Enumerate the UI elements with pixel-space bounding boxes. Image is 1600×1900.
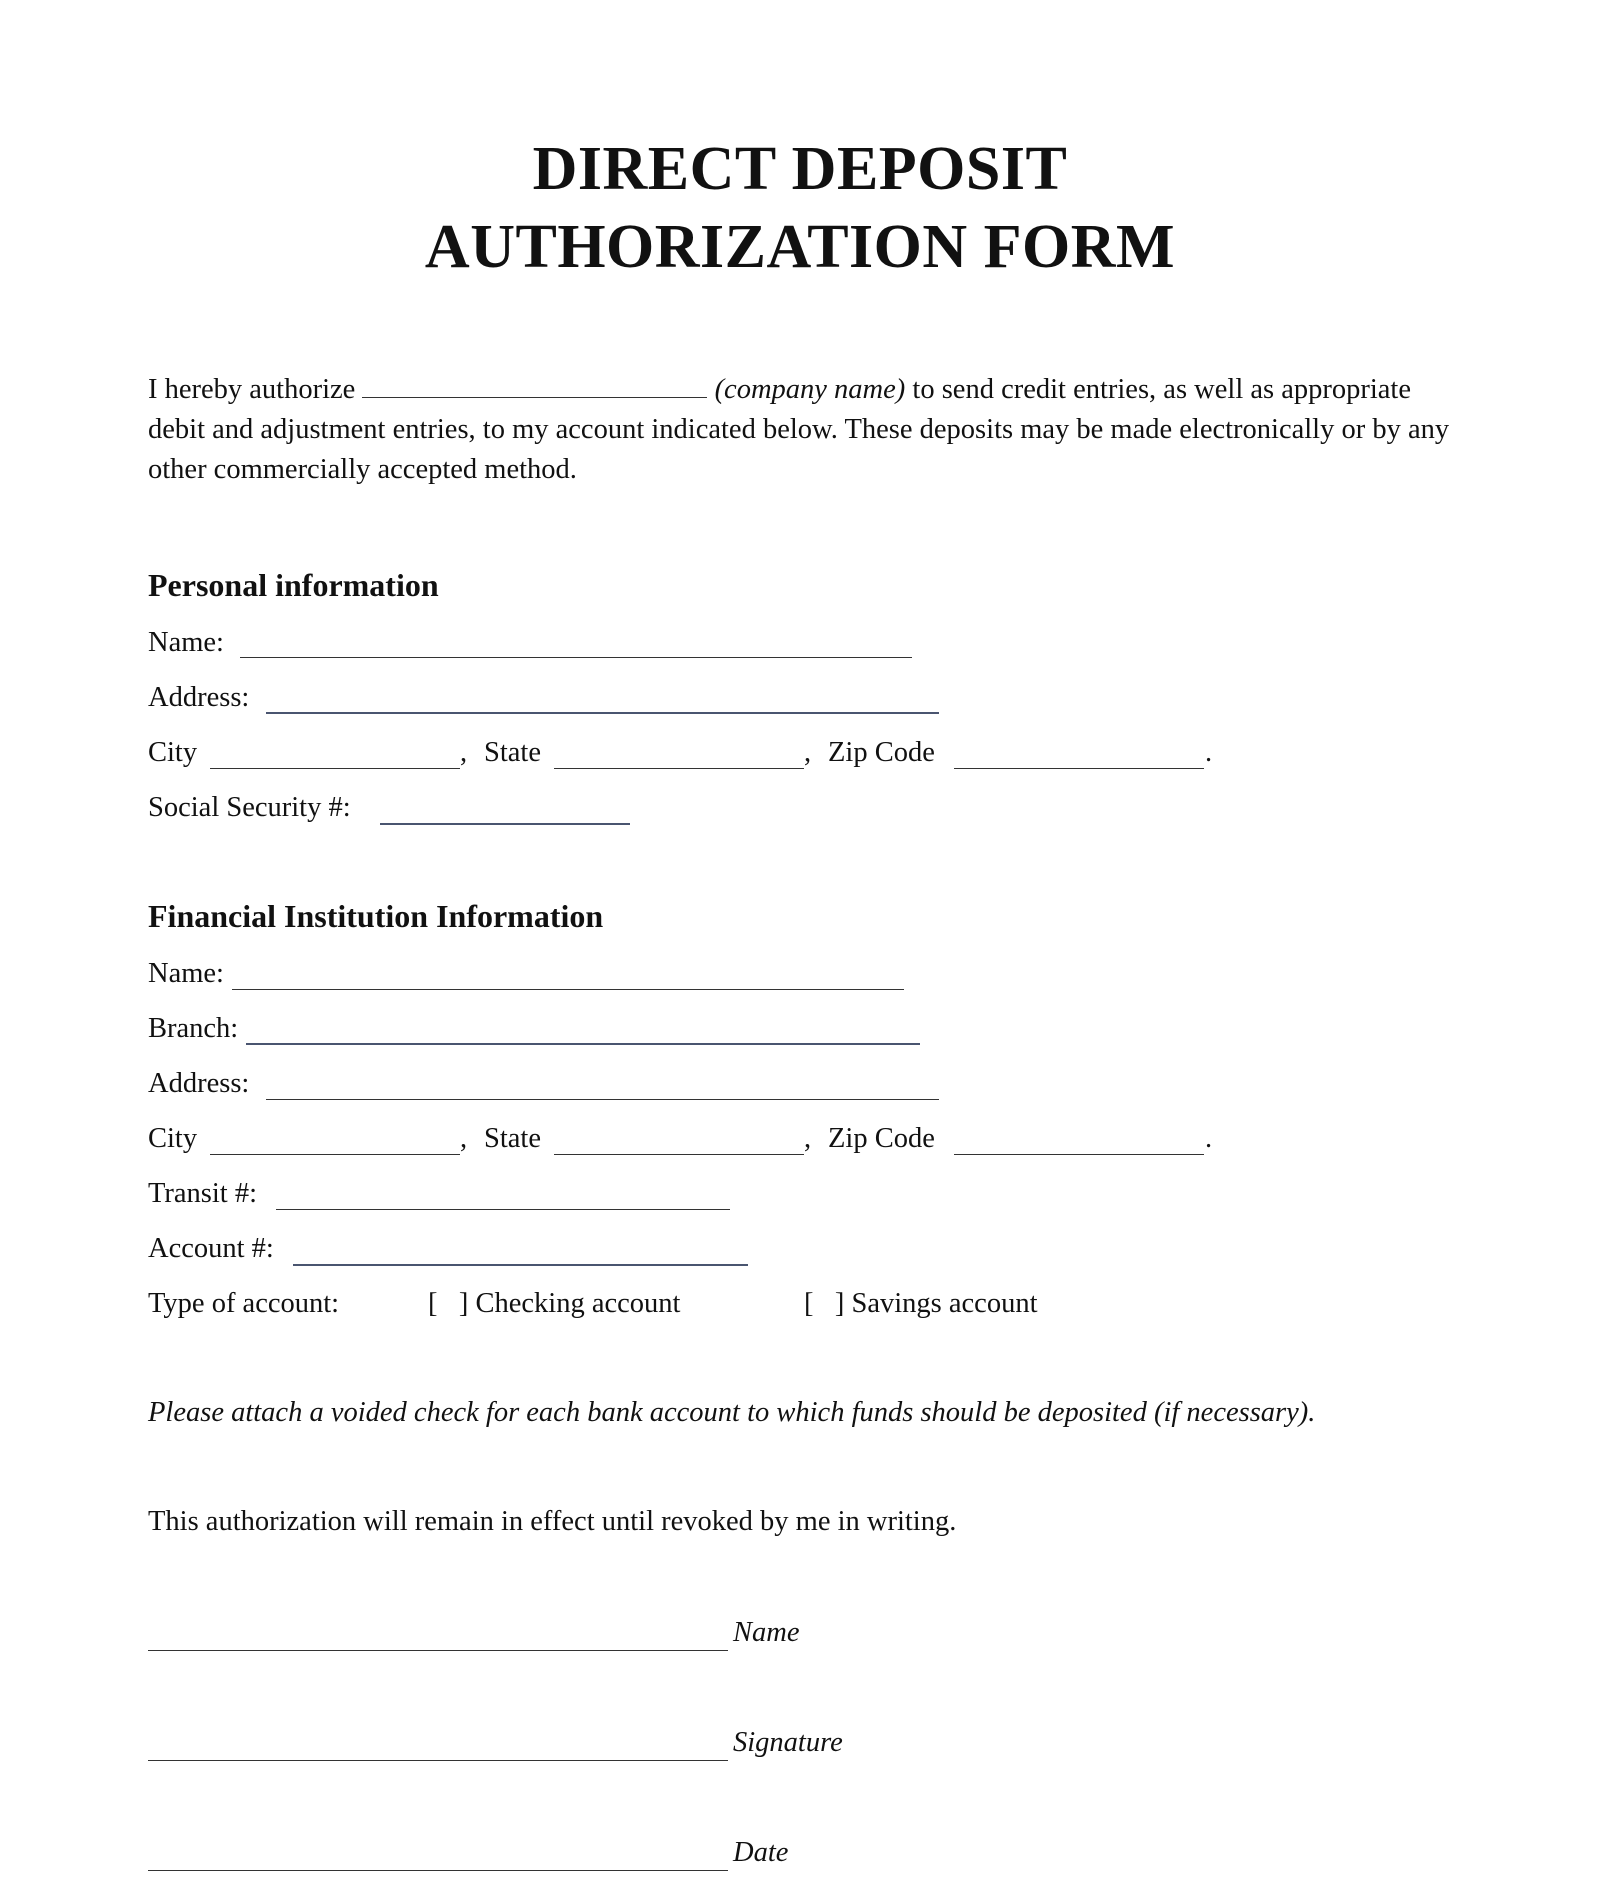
bank-account-label: Account #: xyxy=(148,1233,274,1264)
bank-state-field[interactable] xyxy=(554,1154,804,1155)
signature-field[interactable] xyxy=(148,1760,728,1761)
company-name-hint: (company name) xyxy=(714,374,906,405)
personal-address-field[interactable] xyxy=(266,712,939,714)
bank-transit-field[interactable] xyxy=(276,1209,730,1210)
validity-note: This authorization will remain in effect until revoked by me in writing. xyxy=(148,1506,957,1537)
bank-period: . xyxy=(1205,1123,1213,1154)
personal-info-heading: Personal information xyxy=(148,567,439,603)
bank-address-row xyxy=(148,1066,249,1102)
bank-branch-row xyxy=(148,1011,238,1047)
savings-account-option[interactable] xyxy=(804,1286,1037,1322)
bank-comma-1: , xyxy=(460,1123,468,1154)
bank-name-field[interactable] xyxy=(232,989,904,990)
personal-address-row xyxy=(148,680,249,716)
company-name-blank[interactable] xyxy=(362,377,707,398)
bank-zip-field[interactable] xyxy=(954,1154,1204,1155)
personal-state-label: State xyxy=(484,737,541,768)
bank-zip-label: Zip Code xyxy=(828,1123,935,1154)
bank-zip-row xyxy=(828,1121,935,1157)
personal-city-row xyxy=(148,735,197,771)
title-line-1: DIRECT DEPOSIT xyxy=(532,135,1068,203)
personal-name-row xyxy=(148,625,224,661)
signature-name-label: Name xyxy=(733,1617,800,1648)
bank-name-label: Name: xyxy=(148,958,224,989)
bank-branch-label: Branch: xyxy=(148,1013,239,1044)
personal-city-label: City xyxy=(148,737,198,768)
bank-transit-row xyxy=(148,1176,257,1212)
personal-comma-1: , xyxy=(460,737,468,768)
bank-city-field[interactable] xyxy=(210,1154,460,1155)
attach-check-note: Please attach a voided check for each bank account to which funds should be deposited (if necessary). xyxy=(148,1397,1316,1428)
authorization-paragraph xyxy=(148,370,1468,490)
personal-address-label: Address: xyxy=(148,682,250,713)
personal-ssn-field[interactable] xyxy=(380,823,630,825)
bank-city-label: City xyxy=(148,1123,198,1154)
personal-comma-2: , xyxy=(804,737,812,768)
signature-name-field[interactable] xyxy=(148,1650,728,1651)
title-line-2: AUTHORIZATION FORM xyxy=(424,213,1176,281)
personal-zip-label: Zip Code xyxy=(828,737,935,768)
account-type-row xyxy=(148,1286,339,1322)
personal-zip-field[interactable] xyxy=(954,768,1204,769)
bank-account-row xyxy=(148,1231,274,1267)
bank-name-row xyxy=(148,956,224,992)
bank-transit-label: Transit #: xyxy=(148,1178,258,1209)
personal-city-field[interactable] xyxy=(210,768,460,769)
signature-date-label: Date xyxy=(733,1837,789,1868)
checking-account-label: [ ] Checking account xyxy=(428,1288,681,1319)
bank-comma-2: , xyxy=(804,1123,812,1154)
signature-label: Signature xyxy=(733,1727,843,1758)
bank-branch-field[interactable] xyxy=(246,1043,920,1045)
account-type-label: Type of account: xyxy=(148,1288,340,1319)
savings-account-label: [ ] Savings account xyxy=(804,1288,1038,1319)
bank-city-row xyxy=(148,1121,197,1157)
personal-state-field[interactable] xyxy=(554,768,804,769)
checking-account-option[interactable] xyxy=(428,1286,680,1322)
personal-period: . xyxy=(1205,737,1213,768)
financial-info-heading: Financial Institution Information xyxy=(148,898,604,934)
intro-before-blank: I hereby authorize xyxy=(148,374,356,405)
personal-name-field[interactable] xyxy=(240,657,912,658)
bank-address-label: Address: xyxy=(148,1068,250,1099)
intro-after-blank: to send credit entries, as well as appropriate debit and adjustment entries, to my account indicated below. These deposits may be made electronically or by any other commercially accepted method. xyxy=(148,374,1450,485)
personal-state-row xyxy=(484,735,541,771)
personal-zip-row xyxy=(828,735,935,771)
personal-name-label: Name: xyxy=(148,627,224,658)
signature-date-field[interactable] xyxy=(148,1870,728,1871)
bank-address-field[interactable] xyxy=(266,1099,939,1100)
form-title xyxy=(0,130,1600,286)
personal-ssn-row xyxy=(148,790,351,826)
bank-state-row xyxy=(484,1121,541,1157)
bank-account-field[interactable] xyxy=(293,1264,748,1266)
personal-ssn-label: Social Security #: xyxy=(148,792,351,823)
bank-state-label: State xyxy=(484,1123,541,1154)
